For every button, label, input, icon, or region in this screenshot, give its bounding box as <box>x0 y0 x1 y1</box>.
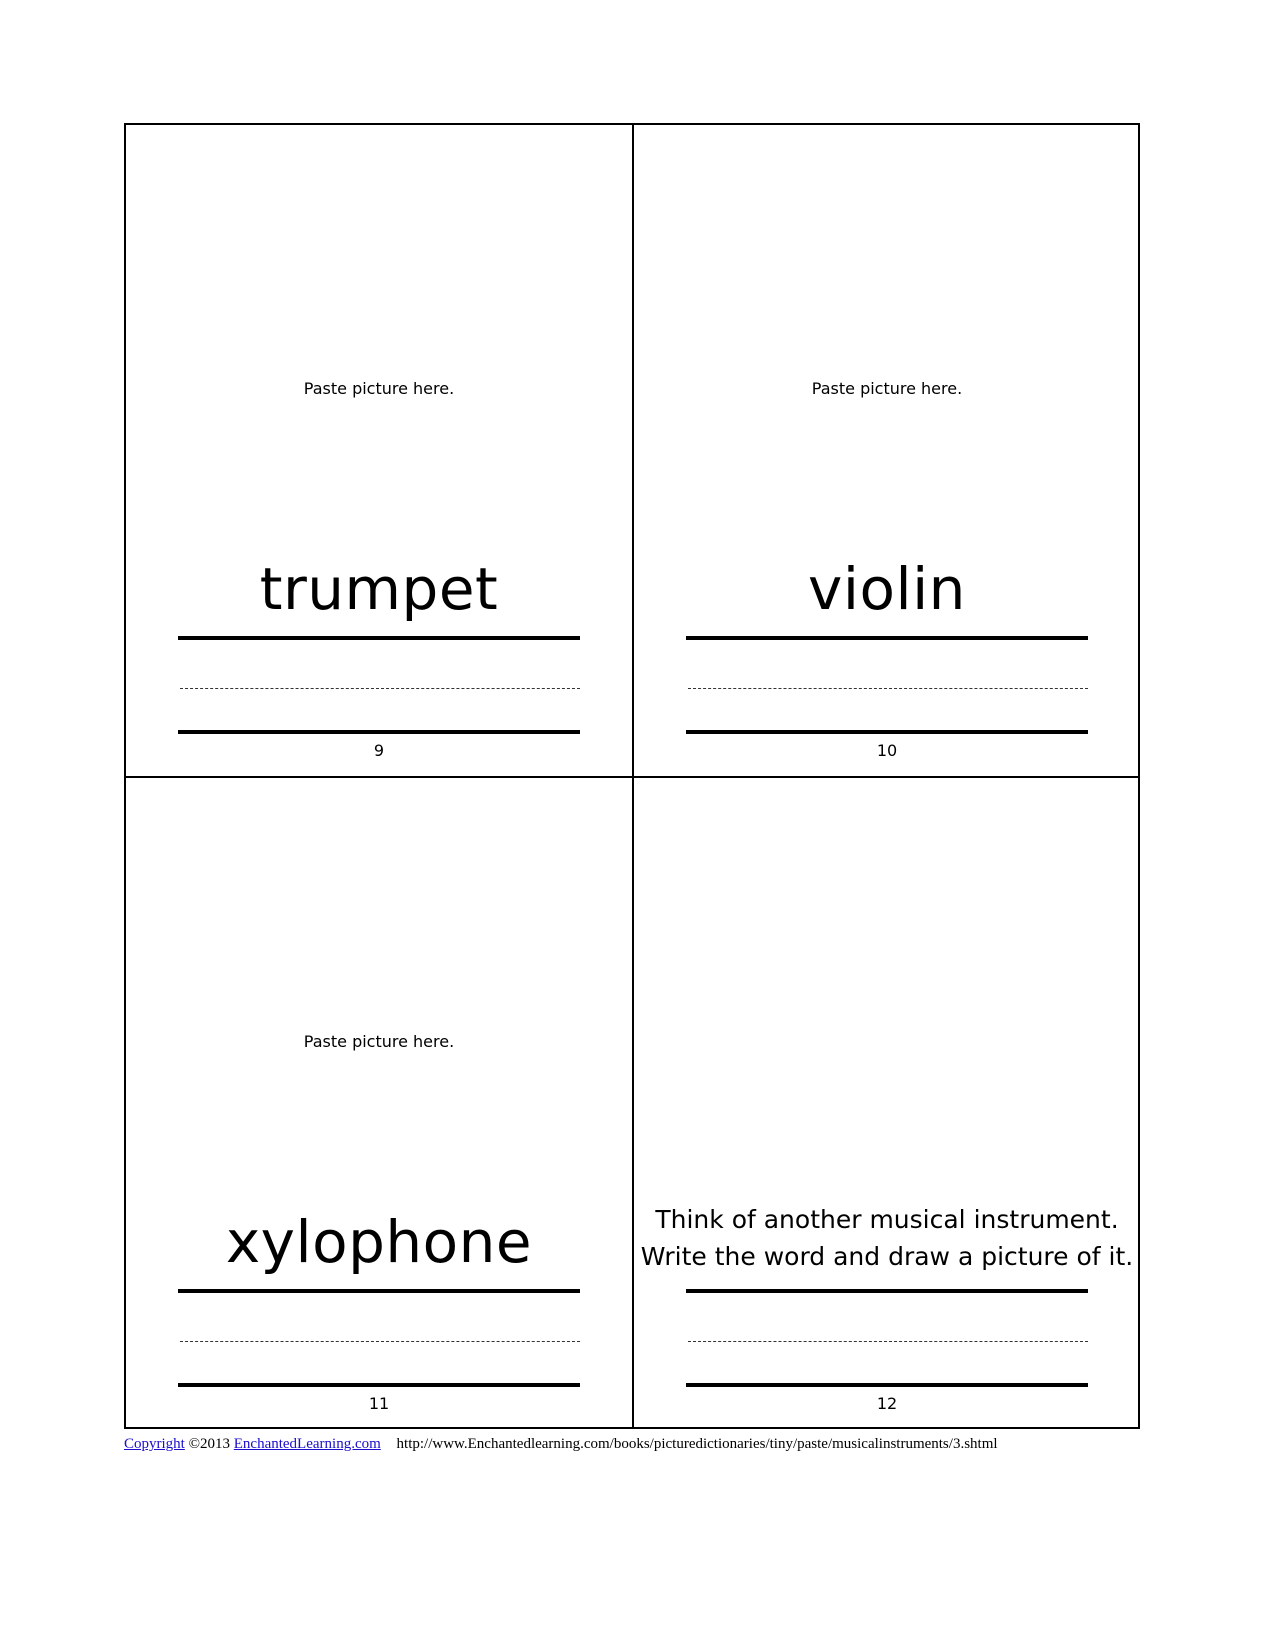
page-url: http://www.Enchantedlearning.com/books/picturedictionaries/tiny/paste/musicalinstruments/3.shtml <box>396 1436 998 1452</box>
site-link[interactable]: EnchantedLearning.com <box>233 1436 381 1452</box>
instruction-line-1: Think of another musical instrument. <box>655 1205 1119 1234</box>
flashcard-sheet <box>124 123 1140 1429</box>
writing-line-dashed <box>688 1341 1088 1342</box>
writing-line-bottom <box>686 1383 1088 1387</box>
card-trumpet <box>126 125 632 776</box>
paste-picture-label: Paste picture here. <box>303 379 455 398</box>
card-word: violin <box>808 555 966 623</box>
writing-line-dashed <box>180 688 580 689</box>
page-number: 11 <box>368 1394 390 1413</box>
writing-line-dashed <box>180 1341 580 1342</box>
writing-line-top <box>686 1289 1088 1293</box>
writing-line-bottom <box>686 730 1088 734</box>
card-word: xylophone <box>225 1208 533 1276</box>
writing-line-bottom <box>178 1383 580 1387</box>
page-number: 12 <box>876 1394 898 1413</box>
instruction-line-2: Write the word and draw a picture of it. <box>640 1242 1134 1271</box>
copyright-link[interactable]: Copyright <box>124 1436 185 1452</box>
page-number: 9 <box>373 741 385 760</box>
writing-line-dashed <box>688 688 1088 689</box>
card-write-your-own <box>634 778 1140 1429</box>
instruction-prompt <box>634 1201 1140 1275</box>
writing-line-top <box>686 636 1088 640</box>
card-xylophone <box>126 778 632 1429</box>
page-number: 10 <box>876 741 898 760</box>
writing-line-bottom <box>178 730 580 734</box>
card-violin <box>634 125 1140 776</box>
writing-line-top <box>178 636 580 640</box>
copyright-year: ©2013 <box>188 1436 230 1452</box>
card-word: trumpet <box>259 555 499 623</box>
writing-line-top <box>178 1289 580 1293</box>
paste-picture-label: Paste picture here. <box>811 379 963 398</box>
footer <box>124 1436 998 1453</box>
paste-picture-label: Paste picture here. <box>303 1032 455 1051</box>
